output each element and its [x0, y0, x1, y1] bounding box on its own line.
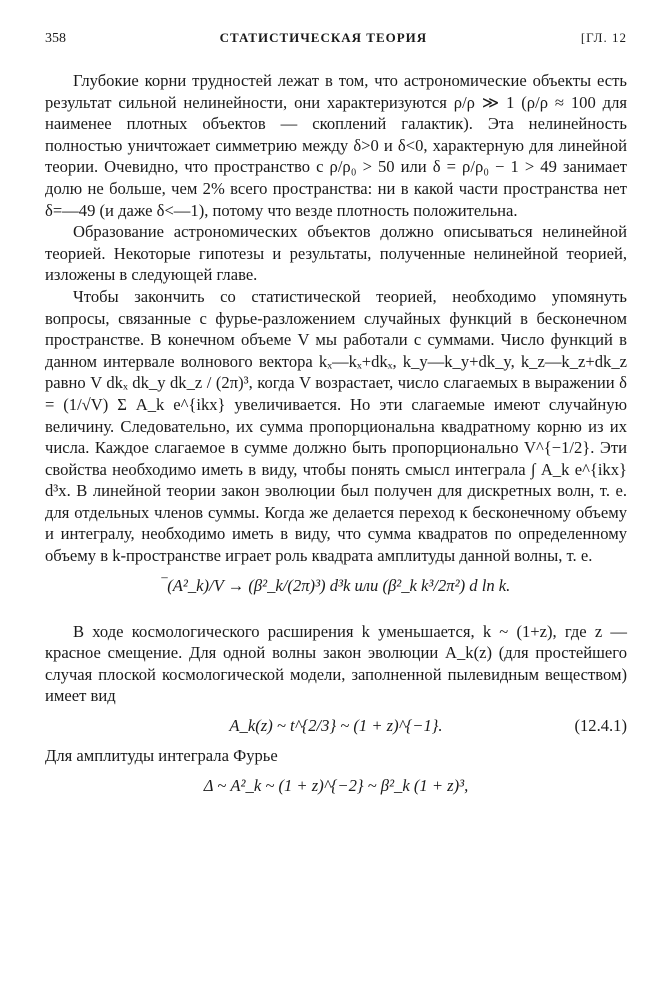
spacer: [45, 605, 627, 621]
page: [45, 30, 627, 805]
equation-evolution-law: [45, 715, 627, 737]
paragraph-fourier: Чтобы закончить со статистической теорией, необходимо упомянуть вопросы, связанные с фурье-разложением случайных функций в бесконечном пространстве. В конечном объеме V мы работали с суммами. Число функций в данном интервале волнового вектора kₓ—kₓ+dkₓ, k_y—k_y+dk_y, k_z—k_z+dk_z равно V dkₓ dk_y dk_z / (2π)³, когда V возрастает, число слагаемых в выражении δ = (1/√V) Σ A_k e^{ikx} увеличивается. Но эти слагаемые имеют случайную величину. Следовательно, их сумма пропорциональна квадратному корню из их числа. Каждое слагаемое в сумме должно быть пропорционально V^{−1/2}. Эти свойства необходимо иметь в виду, чтобы понять смысл интеграла ∫ A_k e^{ikx} d³x. В линейной теории закон эволюции был получен для дискретных волн, т. е. для отдельных членов суммы. Когда же делается переход к бесконечному объему и интегралу, необходимо иметь в виду, что сумма квадратов по определенному объему в k-пространстве играет роль квадрата амплитуды данной волны, т. е.: [45, 286, 627, 566]
running-title: СТАТИСТИЧЕСКАЯ ТЕОРИЯ: [219, 30, 428, 45]
equation-evolution-body: A_k(z) ~ t^{2/3} ~ (1 + z)^{−1}.: [229, 716, 443, 736]
equation-amplitude-relation: ‾(A²_k)/V → (β²_k/(2π)³) d³k или (β²_k k³/2π²) d ln k.: [161, 575, 511, 595]
equation-number: (12.4.1): [574, 716, 627, 736]
paragraph-fourier-amplitude: Для амплитуды интеграла Фурье: [45, 746, 278, 766]
running-header: [45, 30, 627, 52]
paragraph-cosmological-expansion: В ходе космологического расширения k уменьшается, k ~ (1+z), где z — красное смещение. Для одной волны закон эволюции A_k(z) (для простейшего случая плоской космологической модели, заполненной пылевидным веществом) имеет вид: [45, 621, 627, 706]
paragraph-nonlinear-theory: Образование астрономических объектов должно описываться нелинейной теорией. Некоторые гипотезы и результаты, полученные нелинейной теорией, изложены в следующей главе.: [45, 222, 627, 285]
chapter-label: [ГЛ. 12: [580, 30, 627, 45]
paragraph-nonlinearity: Глубокие корни трудностей лежат в том, что астрономические объекты есть результат сильной нелинейности, они характеризуются ρ/ρ ≫ 1 (ρ/ρ ≈ 100 для наименее плотных объектов — скоплений галактик). Эта нелинейность полностью уничтожает симметрию между δ>0 и δ<0, характерную для линейной теории. Очевидно, что пространство с ρ/ρ₀ > 50 или δ = ρ/ρ₀ − 1 > 49 занимает долю не больше, чем 2% всего пространства: ни в какой части пространства нет δ=—49 (и даже δ<—1), потому что везде плотность положительна.: [45, 71, 627, 220]
page-number: 358: [45, 31, 66, 46]
equation-fourier-amplitude: Δ ~ A²_k ~ (1 + z)^{−2} ~ β²_k (1 + z)³,: [203, 775, 469, 795]
